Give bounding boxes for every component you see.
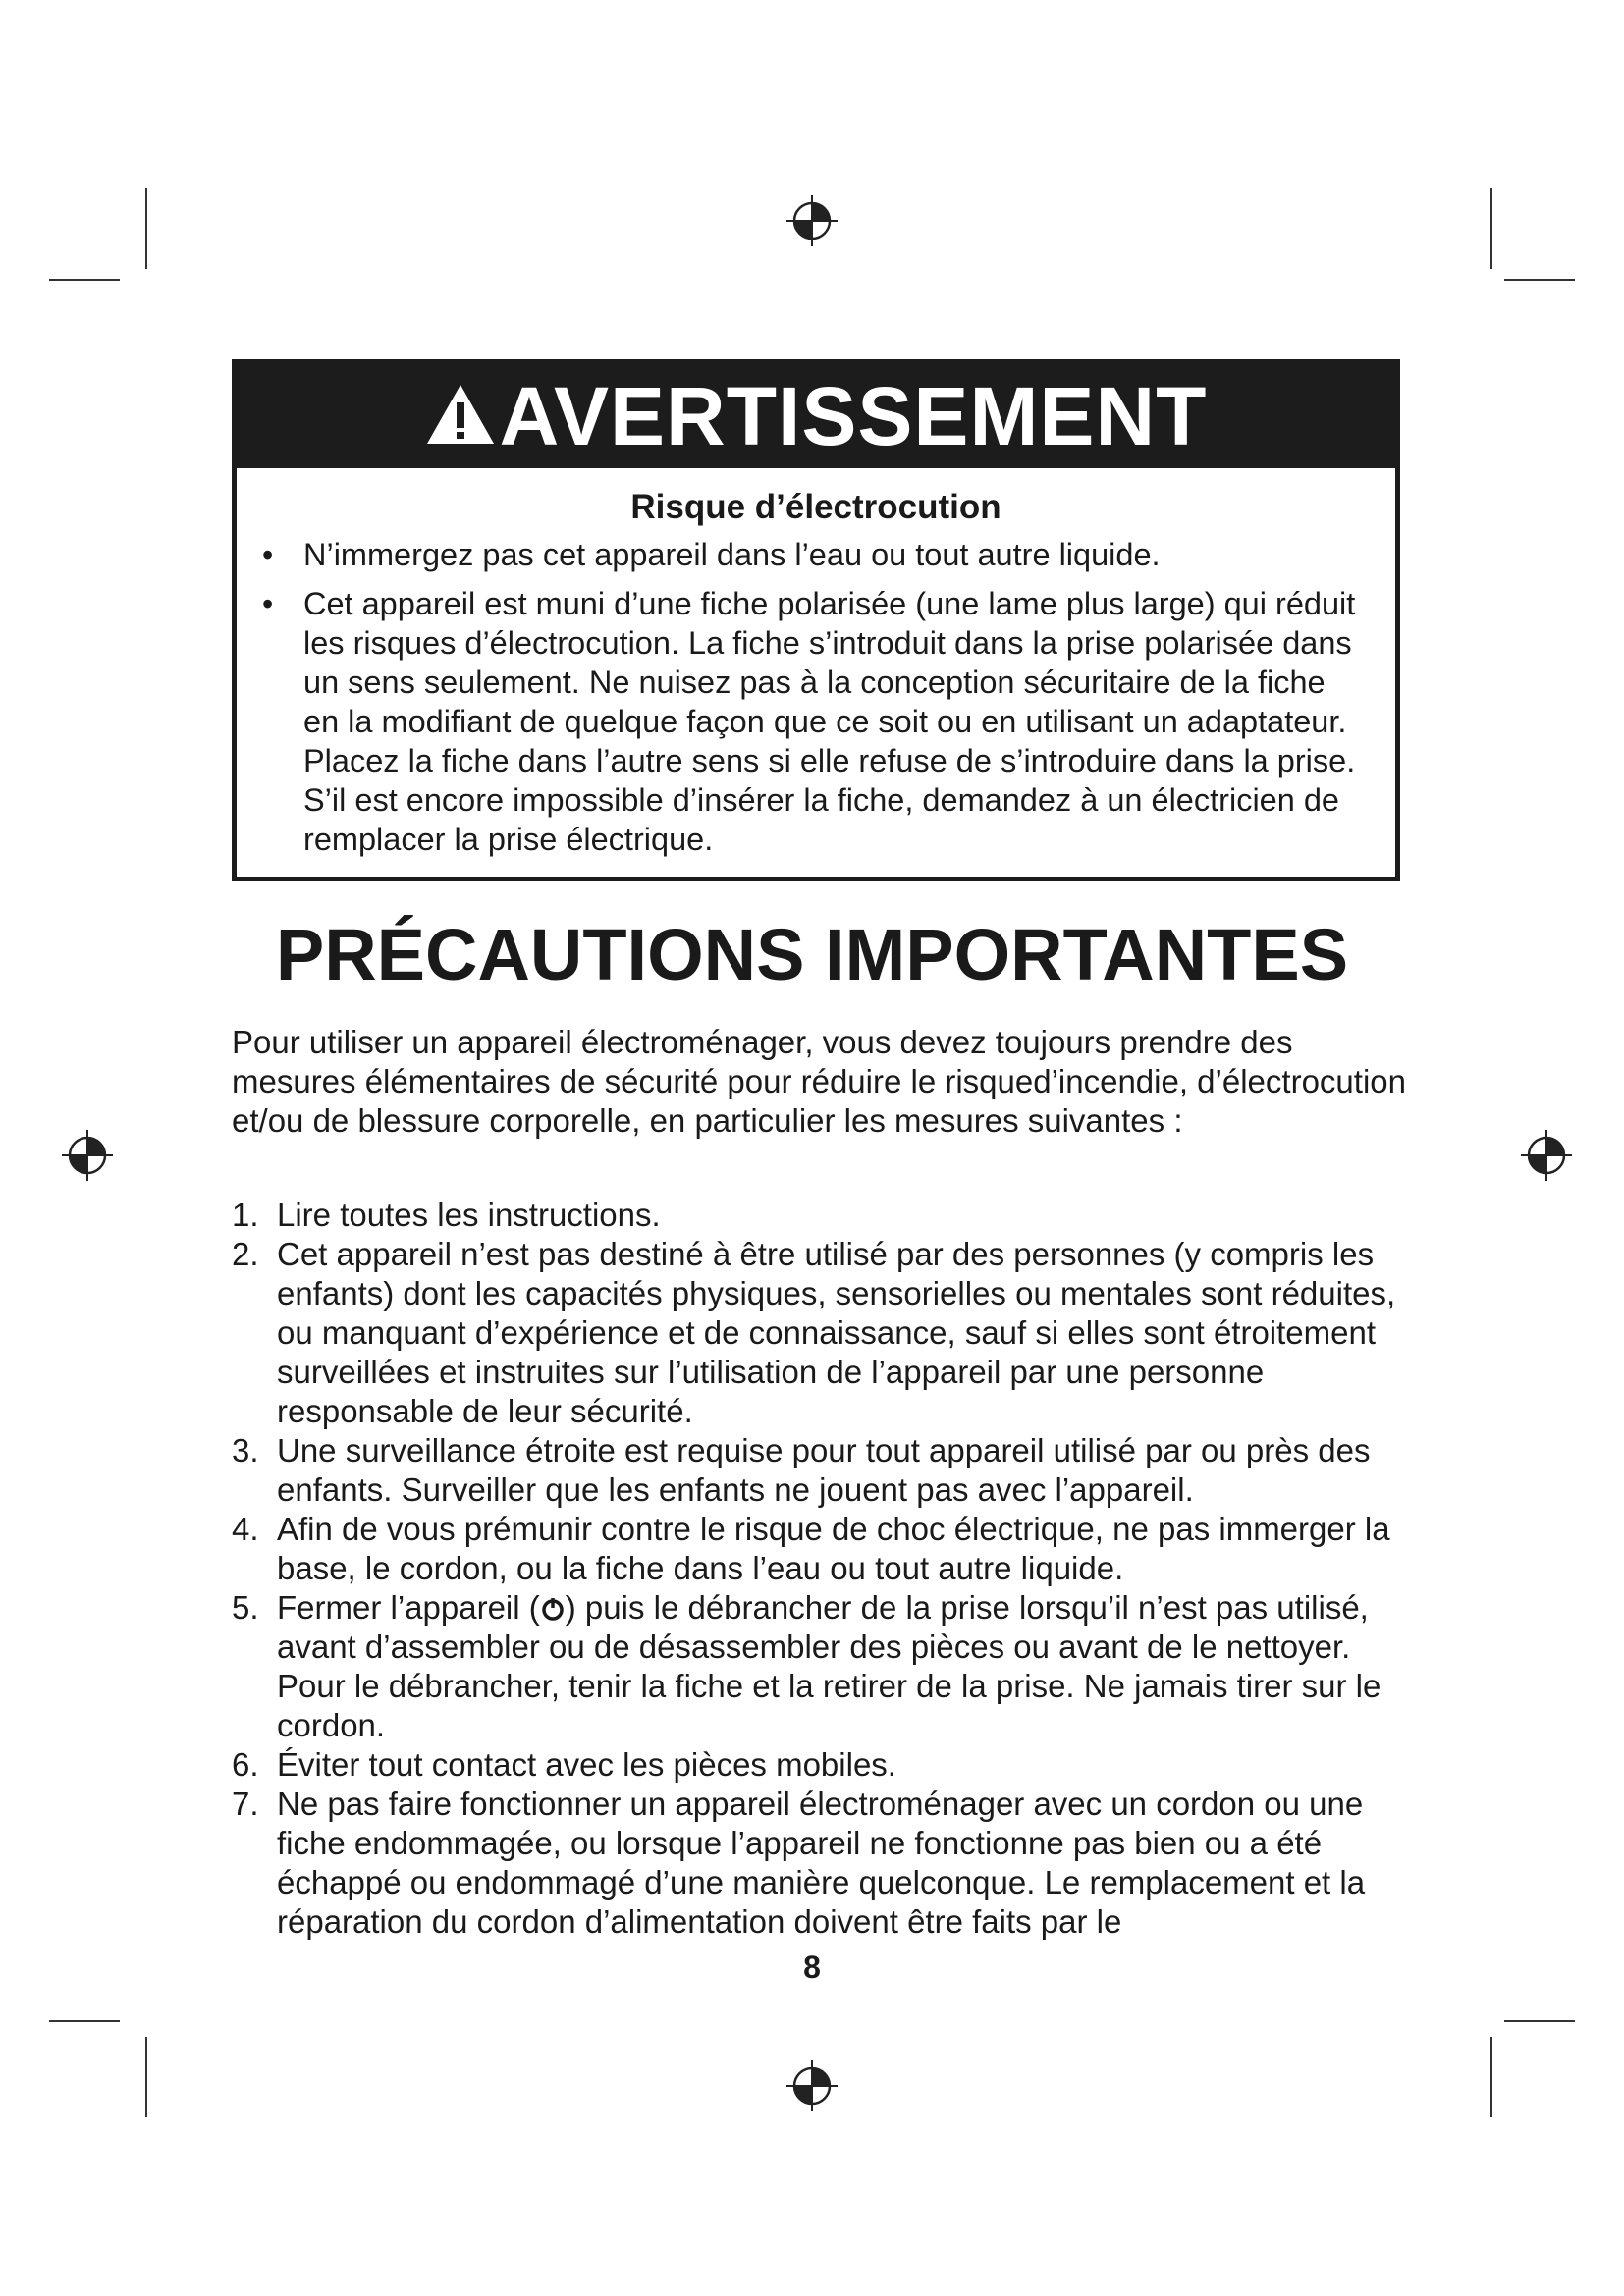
item-text-after: ) puis le débrancher de la prise lorsqu’il n’est pas utilisé, avant d’assembler ou de désassembler des pièces ou avant de le nettoyer. Pour le débrancher, tenir la fiche et la retirer de la prise. Ne jamais tirer sur le cordon.	[277, 1589, 1381, 1743]
warning-box	[232, 359, 1400, 881]
crop-mark-bottom-right-vertical	[1490, 2037, 1492, 2117]
item-text: Ne pas faire fonctionner un appareil électroménager avec un cordon ou une fiche endommagée, ou lorsque l’appareil ne fonctionne pas bien ou a été échappé ou endommagé d’une manière quelconque. Le remplacement et la réparation du cordon d’alimentation doivent être faits par le	[277, 1786, 1366, 1940]
item-number: 5.	[232, 1589, 259, 1626]
crop-mark-top-right-vertical	[1490, 188, 1492, 269]
list-item	[232, 1785, 1420, 1942]
warning-subtitle: Risque d’électrocution	[630, 488, 1001, 526]
item-text: Éviter tout contact avec les pièces mobiles.	[277, 1746, 896, 1783]
list-item	[232, 1588, 1420, 1745]
item-number: 2.	[232, 1236, 259, 1272]
list-item	[232, 1431, 1420, 1510]
item-number: 3.	[232, 1432, 259, 1468]
warning-bullet-list	[237, 535, 1395, 859]
warning-header	[237, 364, 1395, 468]
list-item	[232, 1510, 1420, 1588]
warning-bullet: • N’immergez pas cet appareil dans l’eau ou tout autre liquide.	[262, 535, 1366, 574]
item-text: Afin de vous prémunir contre le risque de choc électrique, ne pas immerger la base, le cordon, ou la fiche dans l’eau ou tout autre liquide.	[277, 1511, 1390, 1586]
crop-mark-bottom-left-vertical	[145, 2037, 147, 2117]
crop-mark-bottom-right-horizontal	[1504, 2020, 1575, 2022]
item-text: Cet appareil n’est pas destiné à être utilisé par des personnes (y compris les enfants) dont les capacités physiques, sensorielles ou mentales sont réduites, ou manquant d’expérience et de connaissance, sauf si elles sont étroitement surveillées et instruites sur l’utilisation de l’appareil par une personne responsable de leur sécurité.	[277, 1236, 1396, 1429]
list-item	[232, 1196, 1420, 1235]
page-number: 8	[803, 1949, 821, 1985]
registration-mark-icon	[61, 1129, 114, 1182]
power-off-icon	[540, 1596, 566, 1622]
item-text	[277, 1588, 1420, 1745]
item-number: 4.	[232, 1511, 259, 1547]
list-item	[232, 1745, 1420, 1785]
item-text: Une surveillance étroite est requise pour tout appareil utilisé par ou près des enfants. Surveiller que les enfants ne jouent pas avec l’appareil.	[277, 1432, 1371, 1508]
list-item	[232, 1235, 1420, 1431]
registration-mark-icon	[785, 194, 839, 247]
intro-paragraph: Pour utiliser un appareil électroménager, vous devez toujours prendre des mesures élémentaires de sécurité pour réduire le risqued’incendie, d’électrocution et/ou de blessure corporelle, en particulier les mesures suivantes :	[232, 1024, 1406, 1139]
crop-mark-top-left-vertical	[145, 188, 147, 269]
crop-mark-top-right-horizontal	[1504, 279, 1575, 281]
crop-mark-top-left-horizontal	[49, 279, 120, 281]
item-number: 6.	[232, 1746, 259, 1783]
item-text-before: Fermer l’appareil (	[277, 1589, 540, 1626]
crop-mark-bottom-left-horizontal	[49, 2020, 120, 2022]
item-text: Lire toutes les instructions.	[277, 1197, 661, 1233]
warning-bullet: • Cet appareil est muni d’une fiche polarisée (une lame plus large) qui réduit les risques d’électrocution. La fiche s’introduit dans la prise polarisée dans un sens seulement. Ne nuisez pas à la conception sécuritaire de la fiche en la modifiant de quelque façon que ce soit ou en utilisant un adaptateur. Placez la fiche dans l’autre sens si elle refuse de s’introduire dans la prise. S’il est encore impossible d’insérer la fiche, demandez à un électricien de remplacer la prise électrique.	[262, 584, 1366, 859]
warning-triangle-icon	[425, 383, 496, 446]
warning-title: AVERTISSEMENT	[499, 369, 1208, 462]
registration-mark-icon	[785, 2059, 839, 2112]
precautions-list	[232, 1196, 1420, 1942]
registration-mark-icon	[1520, 1129, 1573, 1182]
item-number: 7.	[232, 1786, 259, 1822]
item-number: 1.	[232, 1197, 259, 1233]
section-title: PRÉCAUTIONS IMPORTANTES	[275, 914, 1349, 995]
